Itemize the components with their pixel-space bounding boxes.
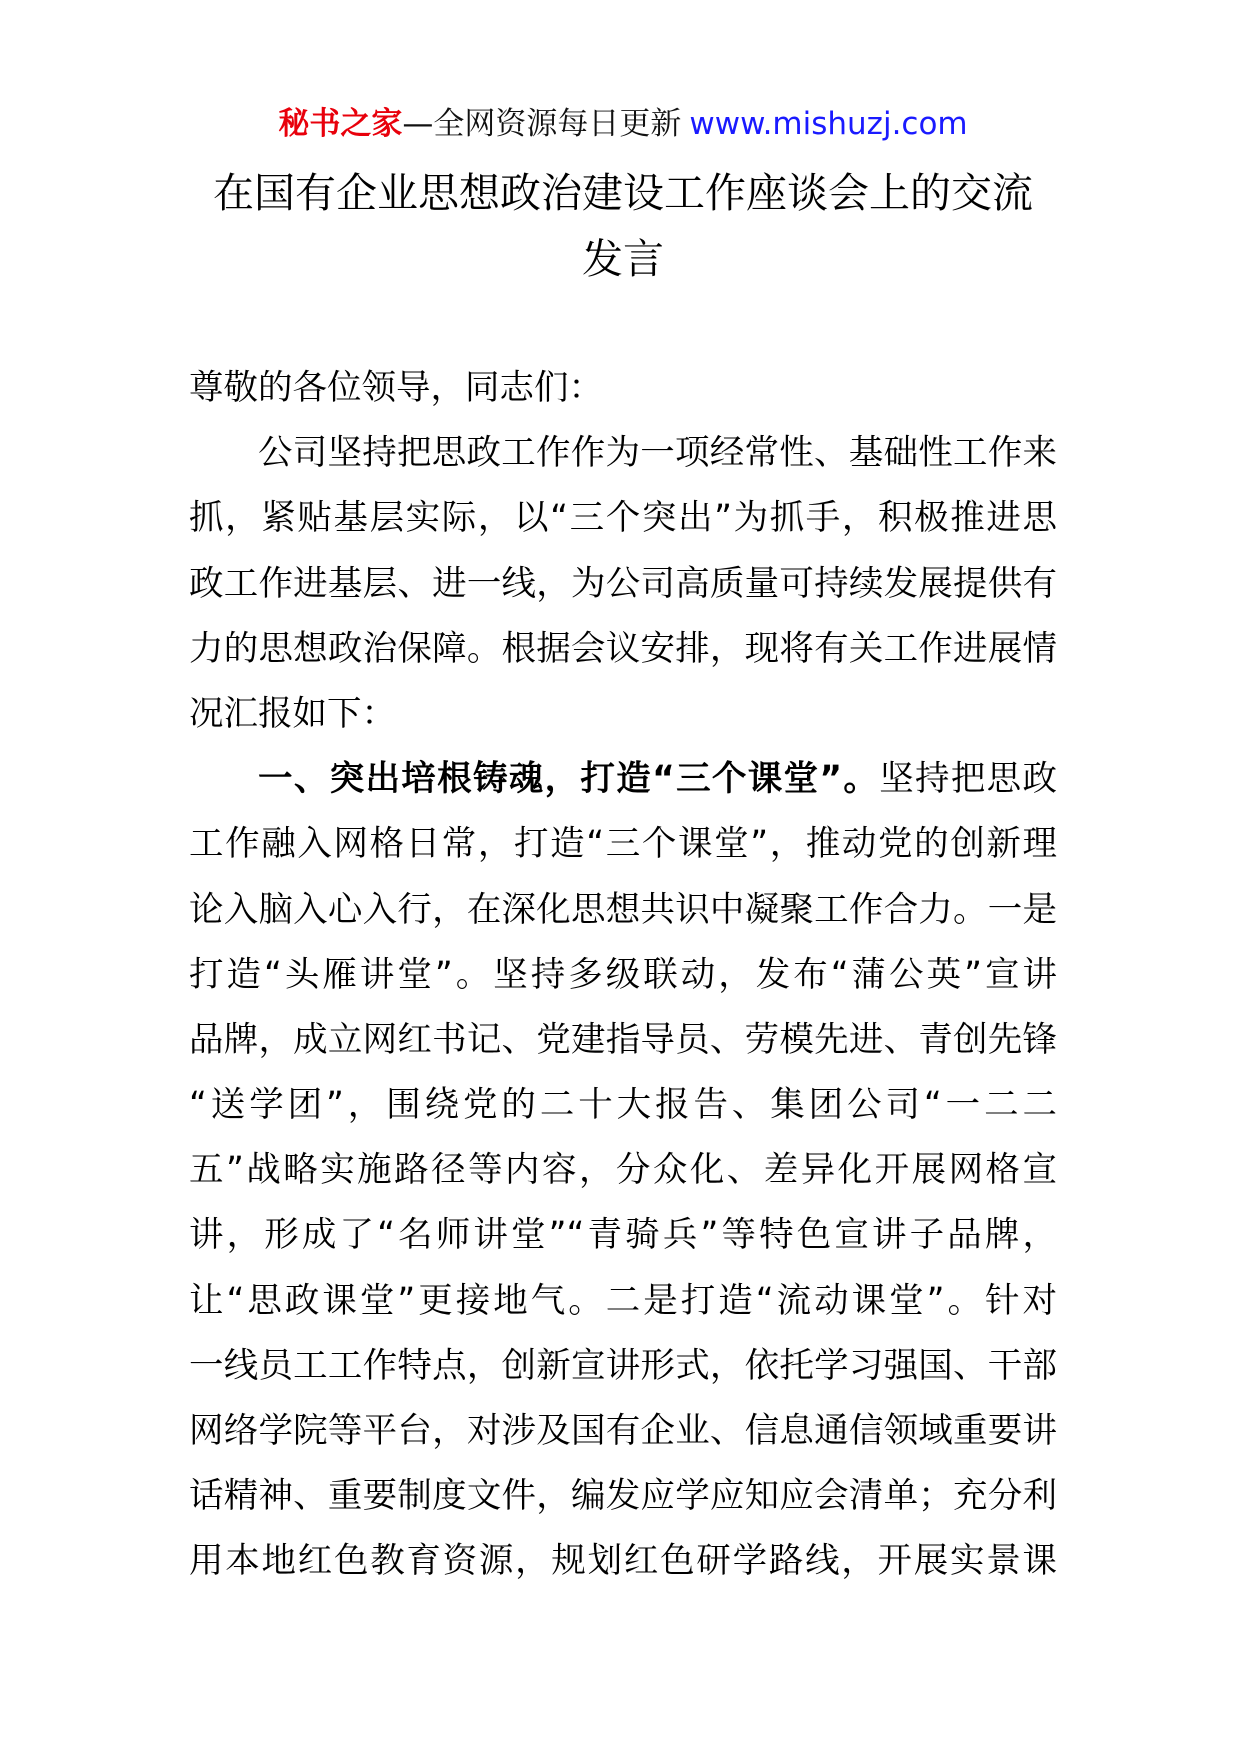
- paragraph-line: “送学团”，围绕党的二十大报告、集团公司“一二二: [189, 1085, 1057, 1126]
- paragraph-line: 一线员工工作特点，创新宣讲形式，依托学习强国、干部: [189, 1345, 1057, 1386]
- brand-name: 秘书之家: [278, 106, 403, 142]
- salutation: 尊敬的各位领导，同志们：: [189, 368, 603, 408]
- paragraph-line: 五”战略实施路径等内容，分众化、差异化开展网格宣: [189, 1150, 1057, 1191]
- paragraph-line: 讲，形成了“名师讲堂”“青骑兵”等特色宣讲子品牌，: [189, 1215, 1057, 1256]
- paragraph-line: 工作融入网格日常，打造“三个课堂”，推动党的创新理: [189, 824, 1057, 865]
- document-body: [189, 356, 1057, 1595]
- paragraph-line: 公司坚持把思政工作作为一项经常性、基础性工作来: [258, 433, 1057, 474]
- paragraph-line: 抓，紧贴基层实际，以“三个突出”为抓手，积极推进思: [189, 498, 1057, 539]
- site-url-link[interactable]: www.mishuzj.com: [689, 106, 968, 142]
- paragraph-line: 让“思政课堂”更接地气。二是打造“流动课堂”。针对: [189, 1280, 1057, 1321]
- paragraph-line: 况汇报如下：: [189, 693, 396, 734]
- paragraph-line: 网络学院等平台，对涉及国有企业、信息通信领域重要讲: [189, 1411, 1057, 1451]
- document-title: [189, 160, 1057, 292]
- header-tagline: —全网资源每日更新: [402, 106, 682, 142]
- paragraph-line: 政工作进基层、进一线，为公司高质量可持续发展提供有: [189, 563, 1057, 604]
- paragraph-line: 力的思想政治保障。根据会议安排，现将有关工作进展情: [189, 628, 1057, 669]
- site-header: [189, 104, 1057, 144]
- paragraph-line: 打造“头雁讲堂”。坚持多级联动，发布“蒲公英”宣讲: [189, 954, 1057, 995]
- paragraph-text: 坚持把思政: [879, 759, 1057, 800]
- paragraph-line: 论入脑入心入行，在深化思想共识中凝聚工作合力。一是: [189, 889, 1057, 930]
- paragraph-line: 话精神、重要制度文件，编发应学应知应会清单；充分利: [189, 1476, 1057, 1517]
- title-line: 在国有企业思想政治建设工作座谈会上的交流: [213, 169, 1033, 217]
- paragraph-line: 品牌，成立网红书记、党建指导员、劳模先进、青创先锋: [189, 1019, 1057, 1060]
- section-heading: 一、突出培根铸魂，打造“三个课堂”。: [258, 759, 880, 800]
- title-line: 发言: [582, 235, 664, 283]
- paragraph-line: 用本地红色教育资源，规划红色研学路线，开展实景课: [189, 1541, 1057, 1582]
- paragraph-line: [189, 747, 1057, 812]
